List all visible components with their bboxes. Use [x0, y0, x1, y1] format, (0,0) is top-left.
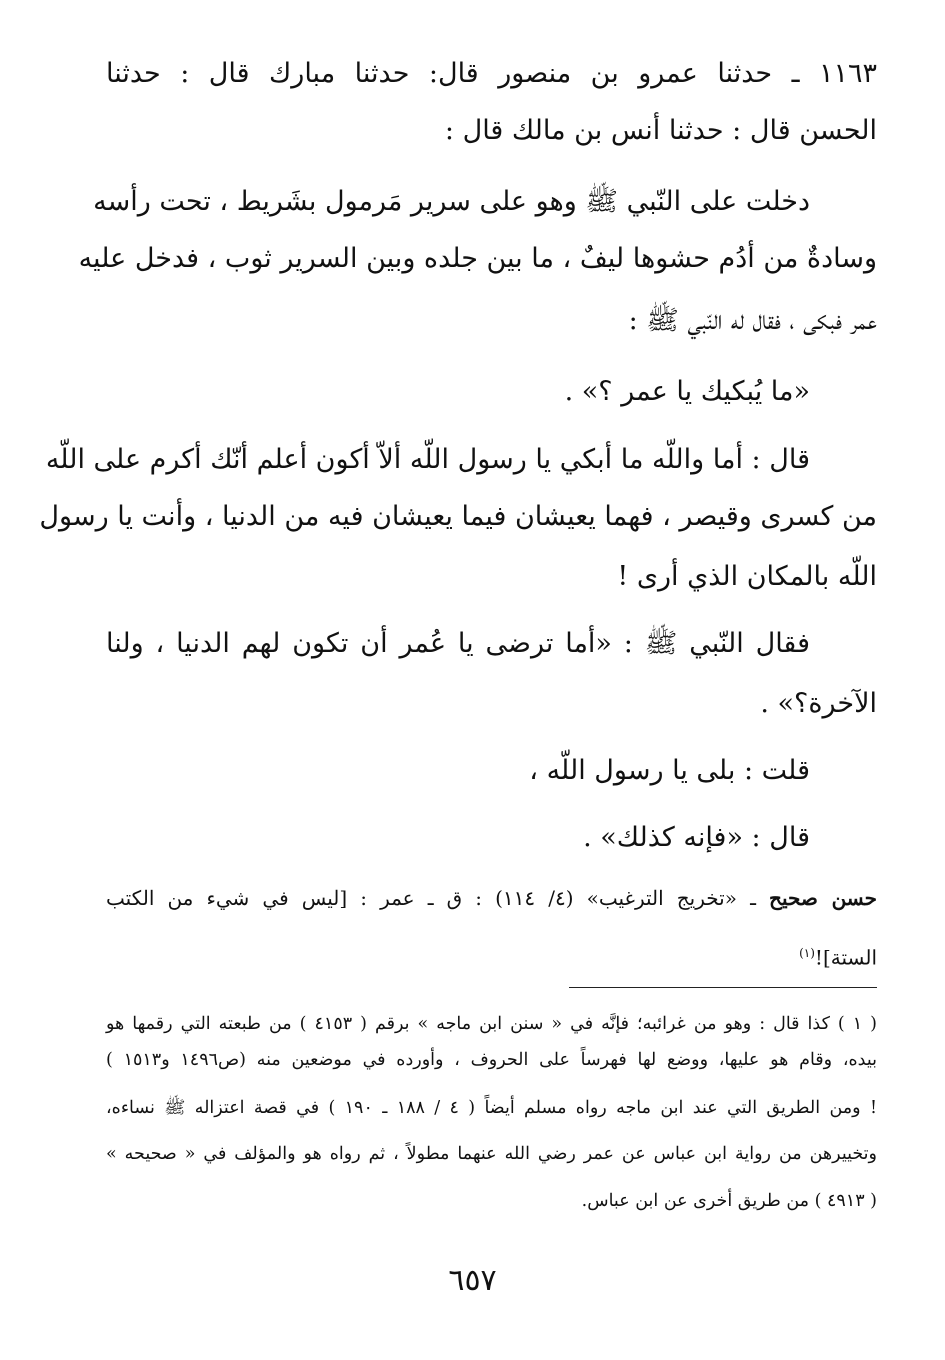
- hadith-text-line: وسادةٌ من أدُم حشوها ليفٌ ، ما بين جلده وبين السرير ثوب ، فدخل عليه: [78, 243, 877, 274]
- hadith-text-line: دخلت على النّبي ﷺ وهو على سرير مَرمول بشَريط ، تحت رأسه: [93, 186, 810, 217]
- grade-label: حسن صحيح: [769, 886, 877, 910]
- hadith-text-line: الآخرة؟» .: [760, 688, 877, 719]
- hadith-text-line: اللّه بالمكان الذي أرى !: [617, 561, 877, 592]
- footnote-separator: [569, 987, 877, 988]
- hadith-text-line: عمر فبكى ، فقال له النّبي ﷺ :: [628, 305, 877, 336]
- footnote-line: ! ومن الطريق التي عند ابن ماجه رواه مسلم أيضاً ( ٤ / ١٨٨ ـ ١٩٠ ) في قصة اعتزاله ﷺ نساءه،: [106, 1098, 877, 1118]
- hadith-text-line: فقال النّبي ﷺ : «أما ترضى يا عُمر أن تكون لهم الدنيا ، ولنا: [106, 628, 810, 659]
- hadith-text-line: قلت : بلى يا رسول اللّه ،: [529, 755, 810, 786]
- isnad-line-1: ١١٦٣ ـ حدثنا عمرو بن منصور قال: حدثنا مبارك قال : حدثنا: [106, 58, 877, 89]
- hadith-text-line: من كسرى وقيصر ، فهما يعيشان فيما يعيشان فيه من الدنيا ، وأنت يا رسول: [39, 501, 877, 532]
- grade-text-end: الستة]!: [814, 945, 877, 970]
- hadith-text-line: «ما يُبكيك يا عمر ؟» .: [564, 376, 810, 407]
- footnote-line: ( ١ ) كذا قال : وهو من غرائبه؛ فإنَّه في « سنن ابن ماجه » برقم ( ٤١٥٣ ) من طبعته التي رقمها هو: [106, 1014, 878, 1034]
- footnote-line: وتخييرهن من رواية ابن عباس عن عمر رضي الله عنهما مطولاً ، ثم رواه هو والمؤلف في « صحيحه »: [106, 1144, 877, 1164]
- footnote-line: بيده، وقام هو عليها، ووضع لها فهرساً على الحروف ، وأورده في موضعين منه (ص١٤٩٦ و١٥١٣ ): [106, 1050, 877, 1070]
- grade-line: [106, 888, 877, 908]
- page-number: ٦٥٧: [448, 1263, 497, 1298]
- grade-line-2: [799, 947, 877, 968]
- footnote-line: ( ٤٩١٣ ) من طريق أخرى عن ابن عباس.: [581, 1191, 877, 1211]
- hadith-text-line: قال : أما واللّه ما أبكي يا رسول اللّه ألاّ أكون أعلم أنّك أكرم على اللّه: [45, 444, 810, 475]
- hadith-text-line: قال : «فإنه كذلك» .: [583, 822, 810, 853]
- isnad-line-2: الحسن قال : حدثنا أنس بن مالك قال :: [444, 115, 877, 146]
- grade-text: ـ «تخريج الترغيب» (٤/ ١١٤) : ق ـ عمر : [ليس في شيء من الكتب: [106, 886, 770, 910]
- footnote-reference: (١): [799, 946, 815, 960]
